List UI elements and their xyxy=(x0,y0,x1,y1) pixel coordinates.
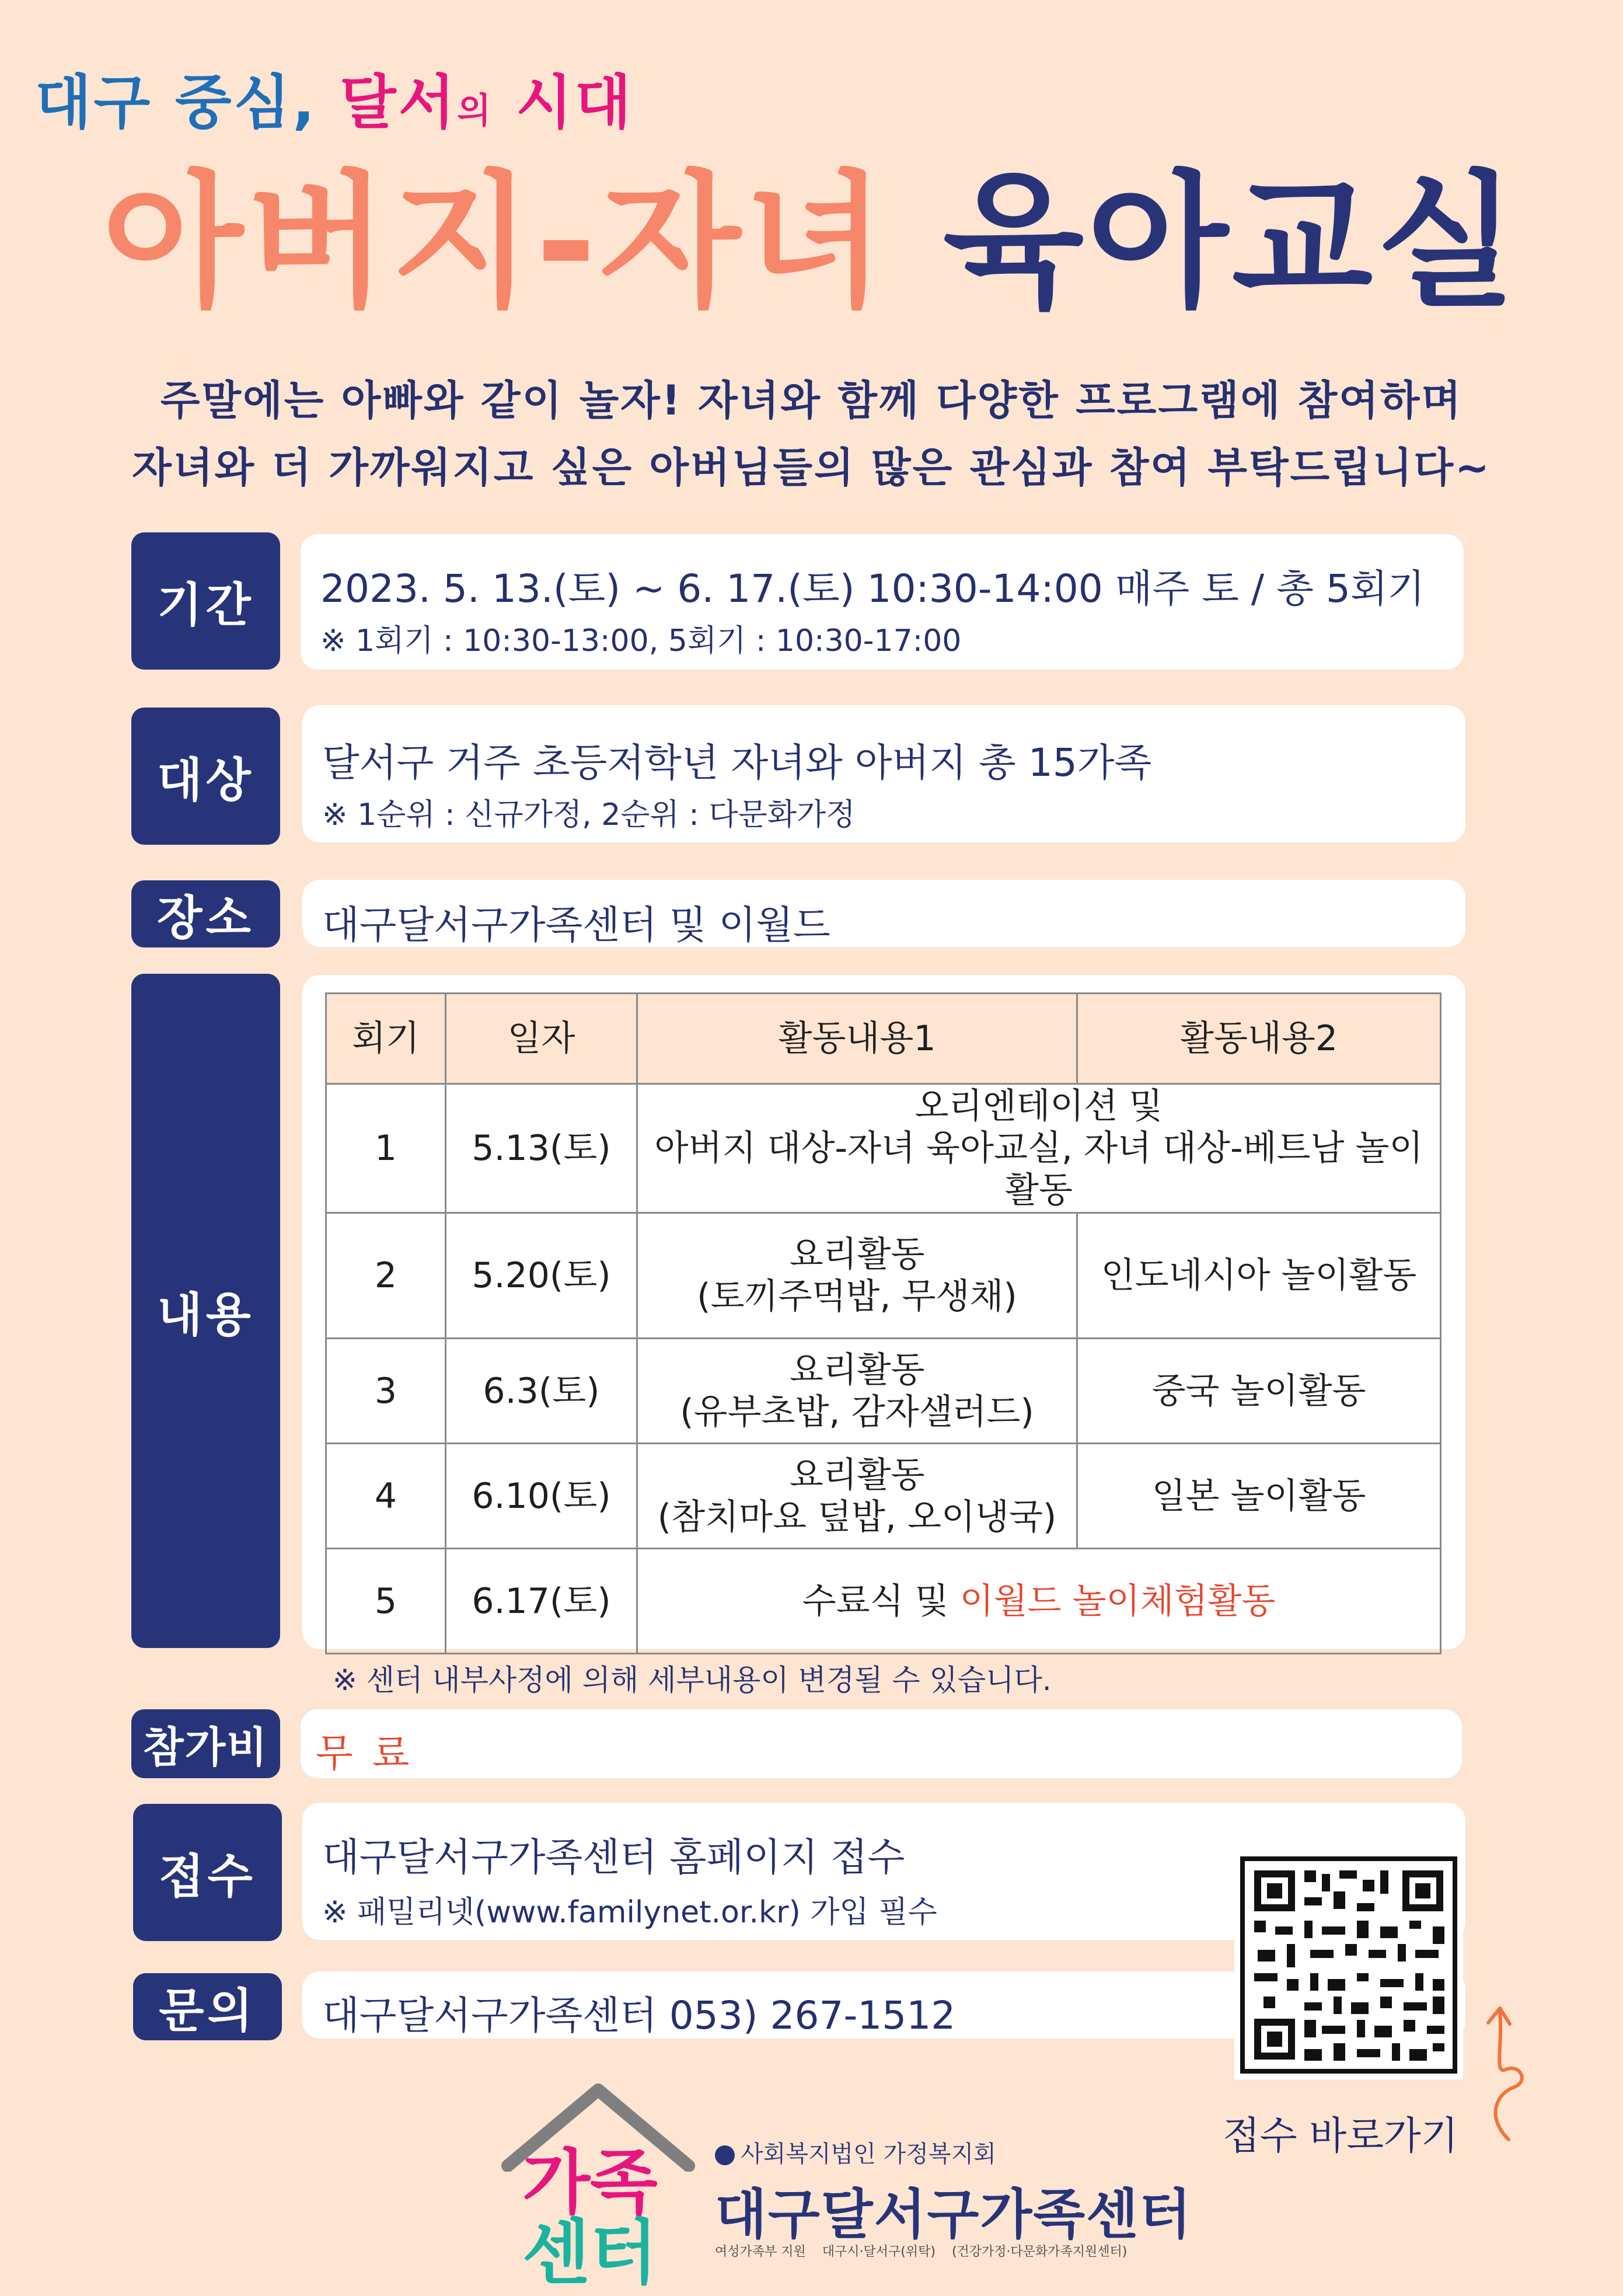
activity-plain: 수료식 및 xyxy=(802,1580,960,1622)
session-number: 3 xyxy=(326,1339,446,1444)
table-row xyxy=(326,1549,1441,1654)
table-row xyxy=(326,1084,1441,1213)
org-emblem-icon xyxy=(715,2145,735,2165)
header-session: 회기 xyxy=(326,994,446,1084)
session-date: 5.13(토) xyxy=(446,1084,637,1213)
activity-line1: 오리엔테이션 및 xyxy=(915,1086,1163,1127)
session-date: 6.17(토) xyxy=(446,1549,637,1654)
content-label: 내용 xyxy=(131,974,280,1648)
activity-line2: (토끼주먹밥, 무생채) xyxy=(697,1276,1017,1317)
title-part1: 아버지-자녀 xyxy=(102,157,889,327)
logo-center-name: 대구달서구가족센터 xyxy=(715,2183,1192,2246)
place-main: 대구달서구가족센터 및 이월드 xyxy=(322,903,830,947)
logo-word-top xyxy=(522,2142,658,2224)
session-activity1 xyxy=(637,1339,1077,1444)
header-date: 일자 xyxy=(446,994,637,1084)
header-activity2: 활동내용2 xyxy=(1077,994,1441,1084)
title-part2: 육아교실 xyxy=(943,157,1521,327)
inquiry-label: 문의 xyxy=(133,1973,282,2040)
session-activity1 xyxy=(637,1213,1077,1339)
slogan-part2: 달서 xyxy=(340,68,458,137)
table-row xyxy=(326,1444,1441,1549)
activity-line2: (유부초밥, 감자샐러드) xyxy=(680,1391,1034,1433)
logo-word-top-text: 가족 xyxy=(522,2142,658,2224)
session-activity xyxy=(637,1084,1441,1213)
qr-caption: 접수 바로가기 xyxy=(1223,2113,1458,2158)
intro-line1: 주말에는 아빠와 같이 놀자! 자녀와 함께 다양한 프로그램에 참여하며 xyxy=(160,377,1463,424)
logo-sub1: 여성가족부 지원 xyxy=(715,2245,806,2259)
apply-main: 대구달서구가족센터 홈페이지 접수 xyxy=(322,1835,905,1880)
table-header-row xyxy=(326,994,1441,1084)
fee-label: 참가비 xyxy=(131,1709,280,1778)
target-box xyxy=(302,705,1465,842)
session-number: 2 xyxy=(326,1213,446,1339)
target-label: 대상 xyxy=(131,708,280,845)
slogan-part1: 대구 중심, xyxy=(35,68,317,137)
logo-org-text: 사회복지법인 가정복지회 xyxy=(741,2141,996,2168)
session-date: 5.20(토) xyxy=(446,1213,637,1339)
period-main: 2023. 5. 13.(토) ~ 6. 17.(토) 10:30-14:00 매주 토 / 총 5회기 xyxy=(320,566,1425,611)
place-box xyxy=(302,880,1465,947)
activity-line1: 요리활동 xyxy=(789,1454,925,1496)
qr-code-icon xyxy=(1234,1851,1463,2079)
slogan-part4: 시대 xyxy=(493,68,634,137)
intro-line2: 자녀와 더 가까워지고 싶은 아버님들의 많은 관심과 참여 부탁드립니다~ xyxy=(132,444,1491,492)
schedule-table xyxy=(325,992,1441,1654)
slogan-part3: 의 xyxy=(457,90,494,131)
logo-subline xyxy=(715,2242,1135,2260)
logo-sub2: 대구시·달서구(위탁) xyxy=(822,2245,936,2259)
apply-note: ※ 패밀리넷(www.familynet.or.kr) 가입 필수 xyxy=(322,1895,937,1930)
inquiry-main: 대구달서구가족센터 053) 267-1512 xyxy=(322,1993,956,2038)
apply-label: 접수 xyxy=(133,1804,282,1941)
period-label: 기간 xyxy=(131,532,280,670)
place-label: 장소 xyxy=(131,880,280,947)
page-title xyxy=(0,157,1623,327)
session-activity2: 인도네시아 놀이활동 xyxy=(1077,1213,1441,1339)
period-box xyxy=(301,534,1464,670)
activity-line1: 요리활동 xyxy=(789,1349,925,1391)
session-number: 1 xyxy=(326,1084,446,1213)
slogan xyxy=(35,55,633,140)
curved-arrow-icon xyxy=(1474,1994,1538,2148)
table-row xyxy=(326,1213,1441,1339)
session-number: 5 xyxy=(326,1549,446,1654)
logo-word-bottom: 센터 xyxy=(522,2213,658,2294)
activity-line2: (참치마요 덮밥, 오이냉국) xyxy=(657,1496,1057,1538)
qr-code[interactable] xyxy=(1234,1851,1463,2079)
activity-line2: 아버지 대상-자녀 육아교실, 자녀 대상-베트남 놀이활동 xyxy=(654,1128,1423,1211)
session-activity2: 중국 놀이활동 xyxy=(1077,1339,1441,1444)
period-note: ※ 1회기 : 10:30-13:00, 5회기 : 10:30-17:00 xyxy=(320,623,962,659)
activity-highlight: 이월드 놀이체험활동 xyxy=(959,1580,1276,1622)
session-activity2: 일본 놀이활동 xyxy=(1077,1444,1441,1549)
target-main: 달서구 거주 초등저학년 자녀와 아버지 총 15가족 xyxy=(322,740,1152,785)
header-activity1: 활동내용1 xyxy=(637,994,1077,1084)
activity-line1: 요리활동 xyxy=(789,1234,925,1275)
content-note: ※ 센터 내부사정에 의해 세부내용이 변경될 수 있습니다. xyxy=(333,1663,1052,1697)
target-note: ※ 1순위 : 신규가정, 2순위 : 다문화가정 xyxy=(322,797,856,832)
table-row xyxy=(326,1339,1441,1444)
session-activity xyxy=(637,1549,1441,1654)
session-date: 6.3(토) xyxy=(446,1339,637,1444)
logo-org xyxy=(715,2135,996,2169)
fee-main: 무 료 xyxy=(316,1731,413,1776)
session-date: 6.10(토) xyxy=(446,1444,637,1549)
session-number: 4 xyxy=(326,1444,446,1549)
fee-box xyxy=(301,1709,1462,1778)
session-activity1 xyxy=(637,1444,1077,1549)
logo-sub3: (건강가정·다문화가족지원센터) xyxy=(951,2245,1128,2259)
